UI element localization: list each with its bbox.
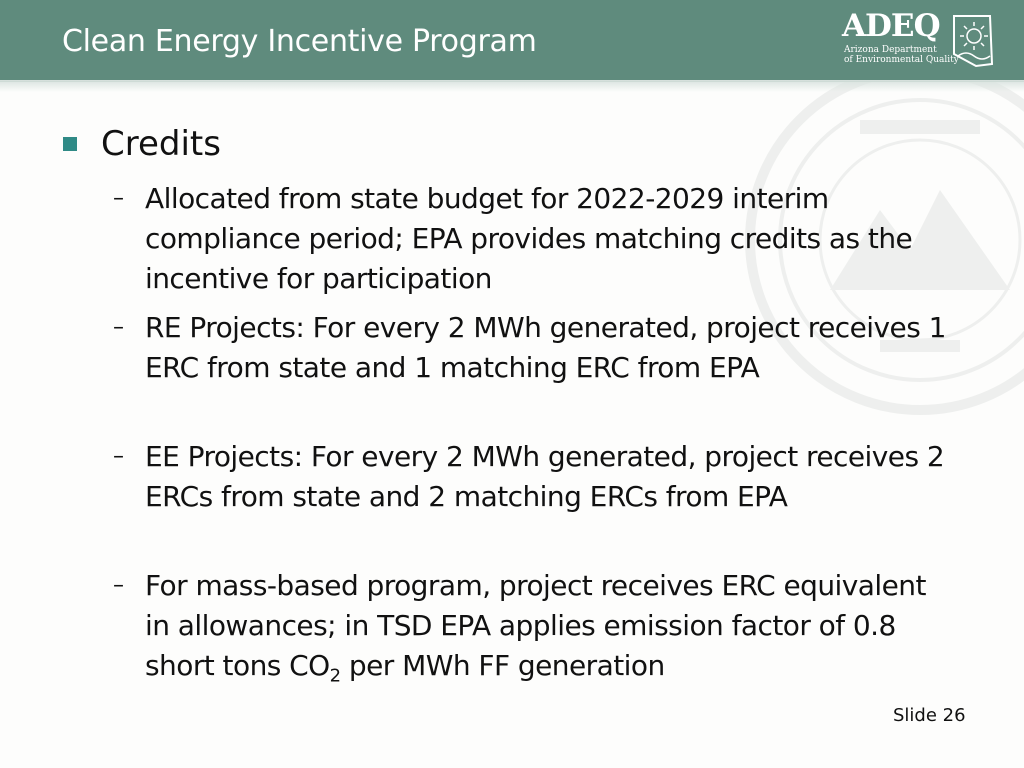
dash-bullet: –: [113, 315, 124, 340]
list-item-text: EE Projects: For every 2 MWh generated, project receives 2 ERCs from state and 2 matching ERCs from EPA: [145, 440, 945, 513]
dash-bullet: –: [113, 444, 124, 469]
heading-credits: Credits: [101, 124, 221, 164]
logo-wordmark: ADEQ: [842, 8, 940, 44]
slide-title: Clean Energy Incentive Program: [62, 24, 537, 59]
logo-subtitle-line1: Arizona Department: [844, 45, 937, 55]
list-item-text: Allocated from state budget for 2022-2029 interim compliance period; EPA provides matching credits as the incentive for participation: [145, 182, 913, 295]
logo-subtitle-line2: of Environmental Quality: [844, 55, 959, 65]
subscript-2: 2: [329, 665, 341, 687]
square-bullet-icon: [63, 137, 77, 151]
dash-bullet: –: [113, 573, 124, 598]
text-after-subscript: per MWh FF generation: [340, 649, 665, 682]
list-item-text: RE Projects: For every 2 MWh generated, project receives 1 ERC from state and 1 matching ERC from EPA: [145, 311, 946, 384]
text-before-subscript: For mass-based program, project receives ERC equivalent in allowances; in TSD EPA applies emission factor of 0.8 short tons CO: [145, 569, 926, 682]
dash-bullet: –: [113, 186, 124, 211]
list-item-text: [145, 566, 953, 686]
slide-number: Slide 26: [893, 705, 966, 726]
